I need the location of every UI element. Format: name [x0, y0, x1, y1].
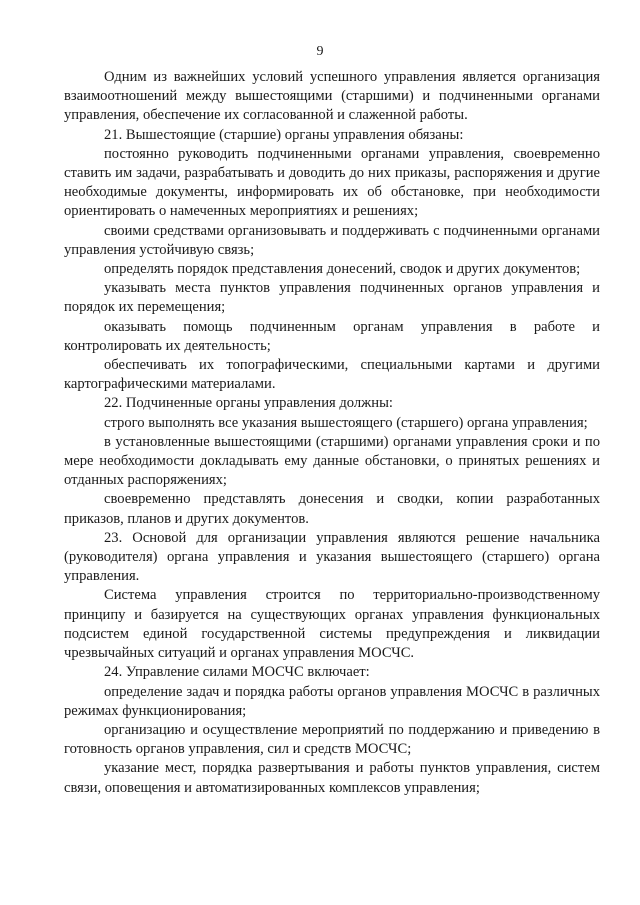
paragraph-23: 23. Основой для организации управления являются решение начальника (руководителя) органа управления и указания вышестоящего (старшего) органа управления.	[64, 529, 600, 585]
paragraph-22-item: в установленные вышестоящими (старшими) органами управления сроки и по мере необходимости докладывать ему данные обстановки, о принятых решениях и отданных распоряжениях;	[64, 433, 600, 489]
page-number: 9	[316, 44, 324, 59]
document-body	[64, 68, 600, 798]
paragraph-22-item: строго выполнять все указания вышестоящего (старшего) органа управления;	[104, 414, 588, 431]
paragraph-22-heading: 22. Подчиненные органы управления должны:	[104, 395, 393, 412]
paragraph-21-item: оказывать помощь подчиненным органам управления в работе и контролировать их деятельность;	[64, 318, 600, 354]
paragraph-intro: Одним из важнейших условий успешного управления является организация взаимоотношений между вышестоящими (старшими) и подчиненными органами управления, обеспечение их согласованной и слаженной работы.	[64, 69, 600, 124]
paragraph-22-item: своевременно представлять донесения и сводки, копии разработанных приказов, планов и других документов.	[64, 491, 600, 527]
paragraph-21-item: постоянно руководить подчиненными органами управления, своевременно ставить им задачи, разрабатывать и доводить до них приказы, распоряжения и другие необходимые документы, информировать их об обстановке, при необходимости ориентировать о намеченных мероприятиях и решениях;	[64, 145, 600, 220]
paragraph-23-system: Система управления строится по территориально-производственному принципу и базируется на существующих органах управления функциональных подсистем единой государственной системы предупреждения и ликвидации чрезвычайных ситуаций и органах управления МОСЧС.	[64, 587, 600, 662]
paragraph-24-heading: 24. Управление силами МОСЧС включает:	[104, 664, 370, 681]
paragraph-24-item: определение задач и порядка работы органов управления МОСЧС в различных режимах функционирования;	[64, 683, 600, 719]
paragraph-24-item: организацию и осуществление мероприятий по поддержанию и приведению в готовность органов управления, сил и средств МОСЧС;	[64, 721, 600, 758]
paragraph-21-item: определять порядок представления донесений, сводок и других документов;	[104, 261, 581, 278]
paragraph-24-item: указание мест, порядка развертывания и работы пунктов управления, систем связи, оповещения и автоматизированных комплексов управления;	[64, 760, 600, 796]
paragraph-21-item: обеспечивать их топографическими, специальными картами и другими картографическими материалами.	[64, 357, 600, 393]
paragraph-21-item: своими средствами организовывать и поддерживать с подчиненными органами управления устойчивую связь;	[64, 222, 600, 258]
paragraph-21-heading: 21. Вышестоящие (старшие) органы управления обязаны:	[104, 126, 464, 143]
paragraph-21-item: указывать места пунктов управления подчиненных органов управления и порядок их перемещения;	[64, 280, 600, 316]
